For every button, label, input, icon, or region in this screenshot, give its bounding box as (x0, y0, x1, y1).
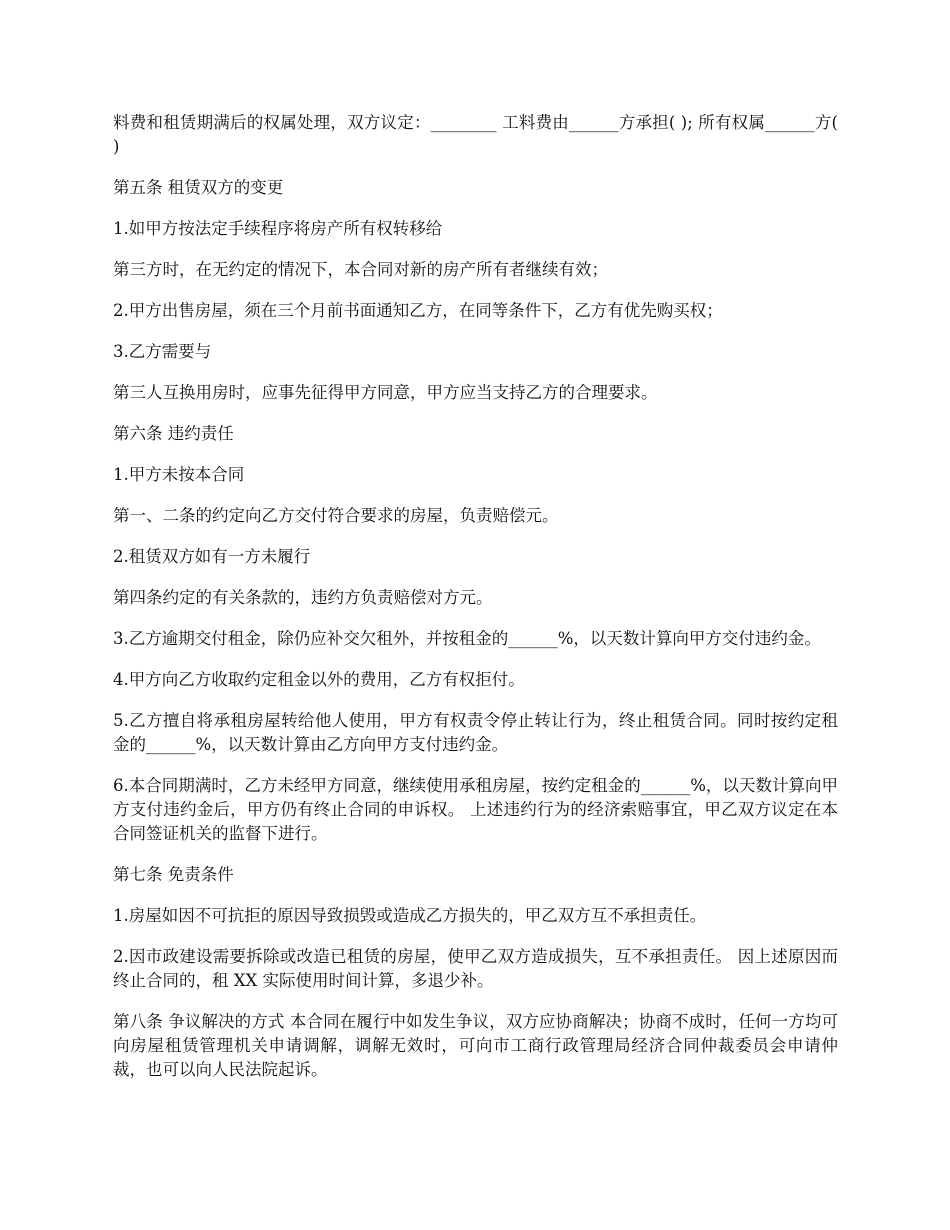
paragraph-5-3: 3.乙方需要与 (113, 342, 212, 361)
paragraph-5-1-cont: 第三方时，在无约定的情况下，本合同对新的房产所有者继续有效； (113, 260, 608, 279)
paragraph-material-fee: 料费和租赁期满后的权属处理，双方议定：________ 工料费由______方承担( ); 所有权属______方( ) (113, 113, 838, 156)
paragraph-7-2: 2.因市政建设需要拆除或改造已租赁的房屋，使甲乙双方造成损失，互不承担责任。 因上述原因而终止合同的，租 XX 实际使用时间计算，多退少补。 (113, 947, 838, 990)
paragraph-7-1: 1.房屋如因不可抗拒的原因导致损毁或造成乙方损失的，甲乙双方互不承担责任。 (113, 906, 707, 925)
paragraph-6-2-cont: 第四条约定的有关条款的，违约方负责赔偿对方元。 (113, 588, 493, 607)
paragraph-5-3-cont: 第三人互换用房时，应事先征得甲方同意，甲方应当支持乙方的合理要求。 (113, 383, 658, 402)
paragraph-6-3: 3.乙方逾期交付租金，除仍应补交欠租外，并按租金的______%，以天数计算向甲方交付违约金。 (113, 629, 821, 648)
document-body (113, 111, 838, 1099)
heading-article-7: 第七条 免责条件 (113, 865, 234, 884)
heading-article-5: 第五条 租赁双方的变更 (113, 178, 284, 197)
paragraph-6-2: 2.租赁双方如有一方未履行 (113, 547, 311, 566)
paragraph-5-1: 1.如甲方按法定手续程序将房产所有权转移给 (113, 219, 443, 238)
paragraph-6-1: 1.甲方未按本合同 (113, 465, 245, 484)
paragraph-6-5: 5.乙方擅自将承租房屋转给他人使用，甲方有权责令停止转让行为，终止租赁合同。同时按约定租金的______%，以天数计算由乙方向甲方支付违约金。 (113, 711, 838, 754)
paragraph-5-2: 2.甲方出售房屋，须在三个月前书面通知乙方，在同等条件下，乙方有优先购买权； (113, 301, 723, 320)
paragraph-6-6: 6.本合同期满时，乙方未经甲方同意，继续使用承租房屋，按约定租金的______%，以天数计算向甲方支付违约金后，甲方仍有终止合同的申诉权。 上述违约行为的经济索赔事宜，甲乙双方议定在本合同签证机关的监督下进行。 (113, 776, 838, 843)
paragraph-6-1-cont: 第一、二条的约定向乙方交付符合要求的房屋，负责赔偿元。 (113, 506, 559, 525)
heading-article-6: 第六条 违约责任 (113, 424, 234, 443)
paragraph-article-8: 第八条 争议解决的方式 本合同在履行中如发生争议，双方应协商解决；协商不成时，任何一方均可向房屋租赁管理机关申请调解，调解无效时，可向市工商行政管理局经济合同仲裁委员会申请仲裁，也可以向人民法院起诉。 (113, 1012, 838, 1079)
paragraph-6-4: 4.甲方向乙方收取约定租金以外的费用，乙方有权拒付。 (113, 670, 525, 689)
